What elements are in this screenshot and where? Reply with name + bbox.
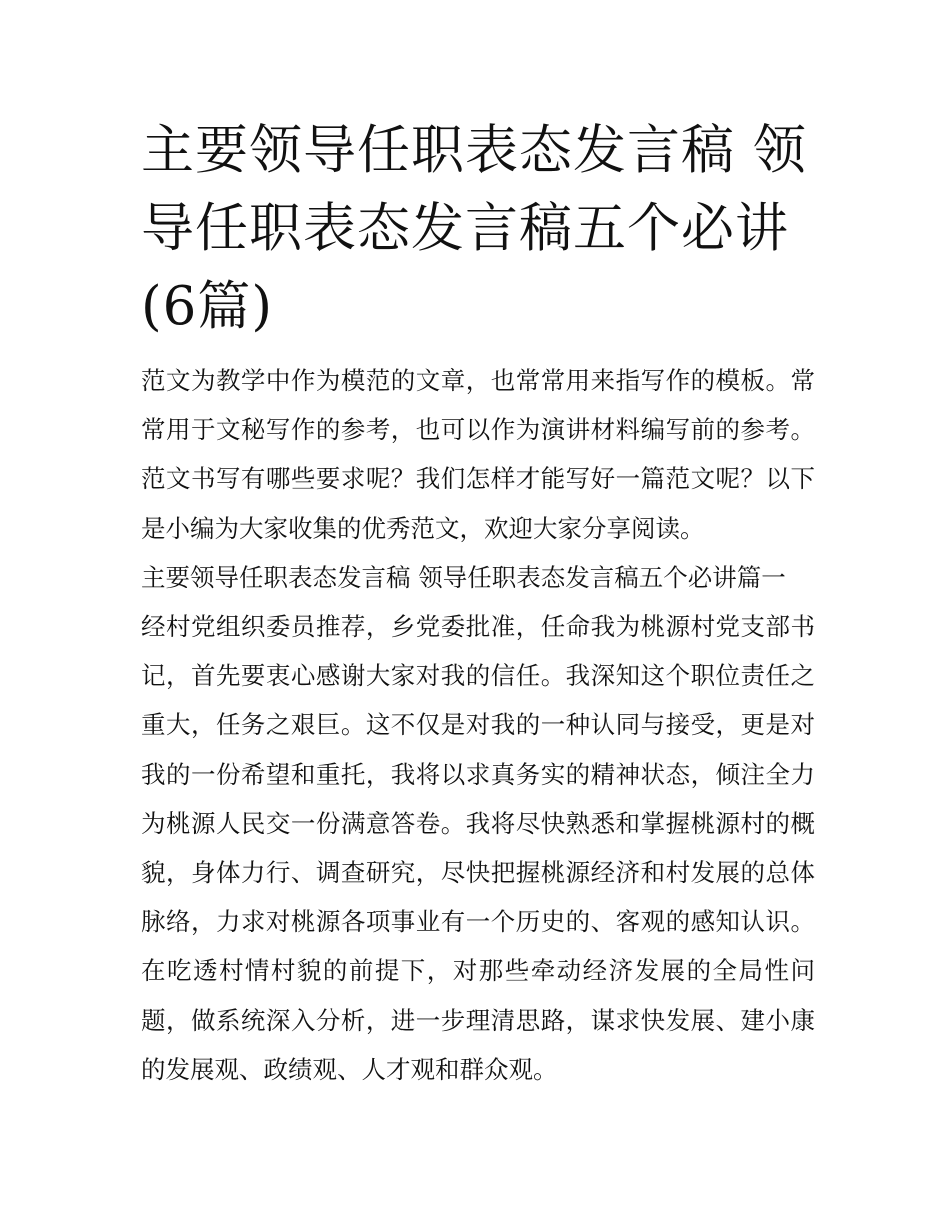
document-body	[141, 356, 815, 1094]
intro-paragraph: 范文为教学中作为模范的文章，也常常用来指写作的模板。常常用于文秘写作的参考，也可以作为演讲材料编写前的参考。范文书写有哪些要求呢？我们怎样才能写好一篇范文呢？以下是小编为大家收集的优秀范文，欢迎大家分享阅读。	[141, 366, 815, 543]
body-paragraph: 经村党组织委员推荐，乡党委批准，任命我为桃源村党支部书记，首先要衷心感谢大家对我的信任。我深知这个职位责任之重大，任务之艰巨。这不仅是对我的一种认同与接受，更是对我的一份希望和重托，我将以求真务实的精神状态，倾注全力为桃源人民交一份满意答卷。我将尽快熟悉和掌握桃源村的概貌，身体力行、调查研究，尽快把握桃源经济和村发展的总体脉络，力求对桃源各项事业有一个历史的、客观的感知认识。在吃透村情村貌的前提下，对那些牵动经济发展的全局性问题，做系统深入分析，进一步理清思路，谋求快发展、建小康的发展观、政绩观、人才观和群众观。	[141, 612, 815, 1084]
section-heading: 主要领导任职表态发言稿 领导任职表态发言稿五个必讲篇一	[141, 562, 786, 592]
document-title: 主要领导任职表态发言稿 领导任职表态发言稿五个必讲(6篇)	[141, 120, 807, 337]
